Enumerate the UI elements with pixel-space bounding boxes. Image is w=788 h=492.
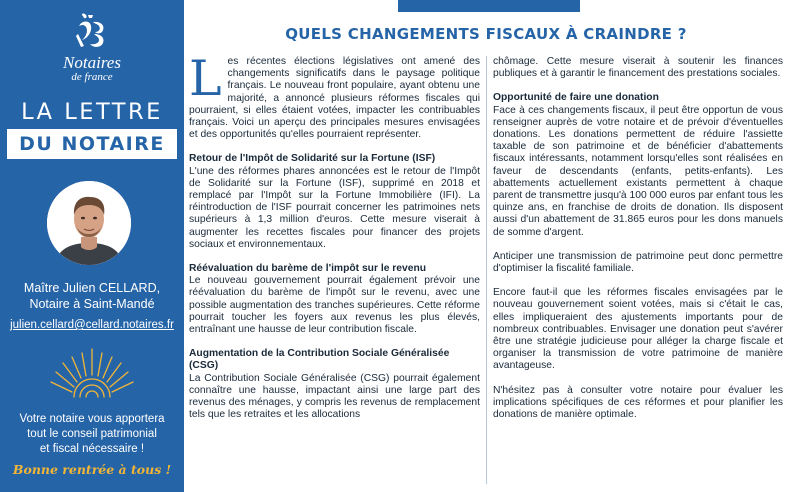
notary-role: Notaire à Saint-Mandé bbox=[29, 297, 155, 311]
article-column-1 bbox=[189, 50, 480, 486]
logo-wordmark: Notaires bbox=[63, 53, 121, 72]
section-heading-income-tax: Réévaluation du barème de l'impôt sur le revenu bbox=[189, 263, 427, 275]
drop-cap: L bbox=[189, 50, 222, 107]
paragraph-vote: Encore faut-il que les réformes fiscales envisagées par le nouveau gouvernement soient votées, mais si c'était le cas, elles impliqueraient des ajustements importants pour de nombreux contribuables. Envisager une donation peut s'avérer être une stratégie judicieuse pour alléger la charge fiscale et organiser la transmission de votre patrimoine de manière avantageuse. bbox=[493, 287, 783, 372]
section-body-csg: La Contribution Sociale Généralisée (CSG) pourrait également connaître une hausse, impactant ainsi une large part des revenus des ménages, y compris les revenus de remplacement tels que les retraites et les allocations bbox=[189, 372, 480, 421]
sunrise-icon bbox=[42, 345, 142, 401]
column-divider bbox=[486, 56, 487, 484]
section-body-isf: L'une des réformes phares annoncées est le retour de l'Impôt de Solidarité sur la Fortune (ISF), supprimé en 2018 et remplacé par l'Impôt sur la Fortune Immobilière (IFI). La réintroduction de l'ISF pourrait concerner les patrimoines nets supérieurs à 1,3 million d'euros. Cette mesure viserait à augmenter les recettes fiscales pour financer des projets sociaux et environnementaux. bbox=[189, 165, 480, 250]
section-heading-csg: Augmentation de la Contribution Sociale Généralisée (CSG) bbox=[189, 348, 450, 372]
notary-email-link[interactable]: julien.cellard@cellard.notaires.fr bbox=[10, 319, 174, 331]
portrait-photo bbox=[47, 181, 131, 265]
csg-continuation: chômage. Cette mesure viserait à soutenir les finances publiques et à garantir le financement des prestations sociales. bbox=[493, 56, 783, 80]
section-body-donation: Face à ces changements fiscaux, il peut être opportun de vous renseigner auprès de votre notaire et de prévoir d'éventuelles donations. Les donations permettent de réduire l'assiette taxable de son patrimoine et de bénéficier d'abattements fiscaux intéressants, notamment lorsqu'elles sont réalisées en faveur de descendants (enfants, petits-enfants). Les abattements actuellement existants permettent à chaque parent de transmettre jusqu'à 100 000 euros par enfant tous les quinze ans, en franchise de droits de donation. Ils disposent aussi d'un abattement de 31.865 euros pour les dons manuels de somme d'argent. bbox=[493, 104, 783, 238]
notaires-de-france-logo-icon bbox=[74, 12, 110, 52]
logo-subtitle: de france bbox=[71, 71, 113, 83]
sidebar-message-line: et fiscal nécessaire ! bbox=[39, 443, 145, 455]
notary-portrait bbox=[47, 181, 131, 265]
section-body-income-tax: Le nouveau gouvernement pourrait également prévoir une réévaluation du barème de l'impôt sur le revenu, avec une possible augmentation des tranches supérieures. Cette réforme pourrait toucher les foyers aux revenus les plus élevés, entraînant une hausse de leur contribution fiscale. bbox=[189, 275, 480, 336]
section-heading-donation: Opportunité de faire une donation bbox=[493, 92, 659, 104]
intro-text: es récentes élections législatives ont amené des changements significatifs dans le paysage politique français. Le nouveau front populaire, ayant obtenu une majorité, a annoncé plusieurs réformes fiscales qui pourraient, si elles étaient votées, impacter les contribuables français. Voici un aperçu des principales mesures envisagées et des opportunités qu'elles pourraient représenter. bbox=[189, 56, 480, 141]
article-column-2 bbox=[493, 56, 783, 486]
sidebar-message-line: Votre notaire vous apportera bbox=[19, 413, 165, 425]
newsletter-title-band: DU NOTAIRE bbox=[7, 129, 177, 159]
paragraph-anticipate: Anticiper une transmission de patrimoine peut donc permettre d'optimiser la fiscalité familiale. bbox=[493, 250, 783, 275]
section-heading-isf: Retour de l'Impôt de Solidarité sur la Fortune (ISF) bbox=[189, 153, 436, 165]
newsletter-title: LA LETTRE bbox=[21, 99, 163, 125]
sidebar-message-line: tout le conseil patrimonial bbox=[27, 428, 157, 440]
header-tab bbox=[398, 0, 580, 12]
notaires-de-france-logo bbox=[0, 12, 184, 83]
sidebar-message bbox=[6, 412, 178, 457]
sidebar bbox=[0, 0, 184, 492]
article-title: QUELS CHANGEMENTS FISCAUX À CRAINDRE ? bbox=[285, 25, 687, 43]
notary-name: Maître Julien CELLARD, bbox=[23, 281, 161, 295]
signoff: Bonne rentrée à tous ! bbox=[12, 462, 172, 477]
intro-paragraph bbox=[189, 50, 480, 141]
paragraph-closing: N'hésitez pas à consulter votre notaire pour évaluer les implications spécifiques de ces réformes et pour planifier les donations de manière optimale. bbox=[493, 384, 783, 421]
